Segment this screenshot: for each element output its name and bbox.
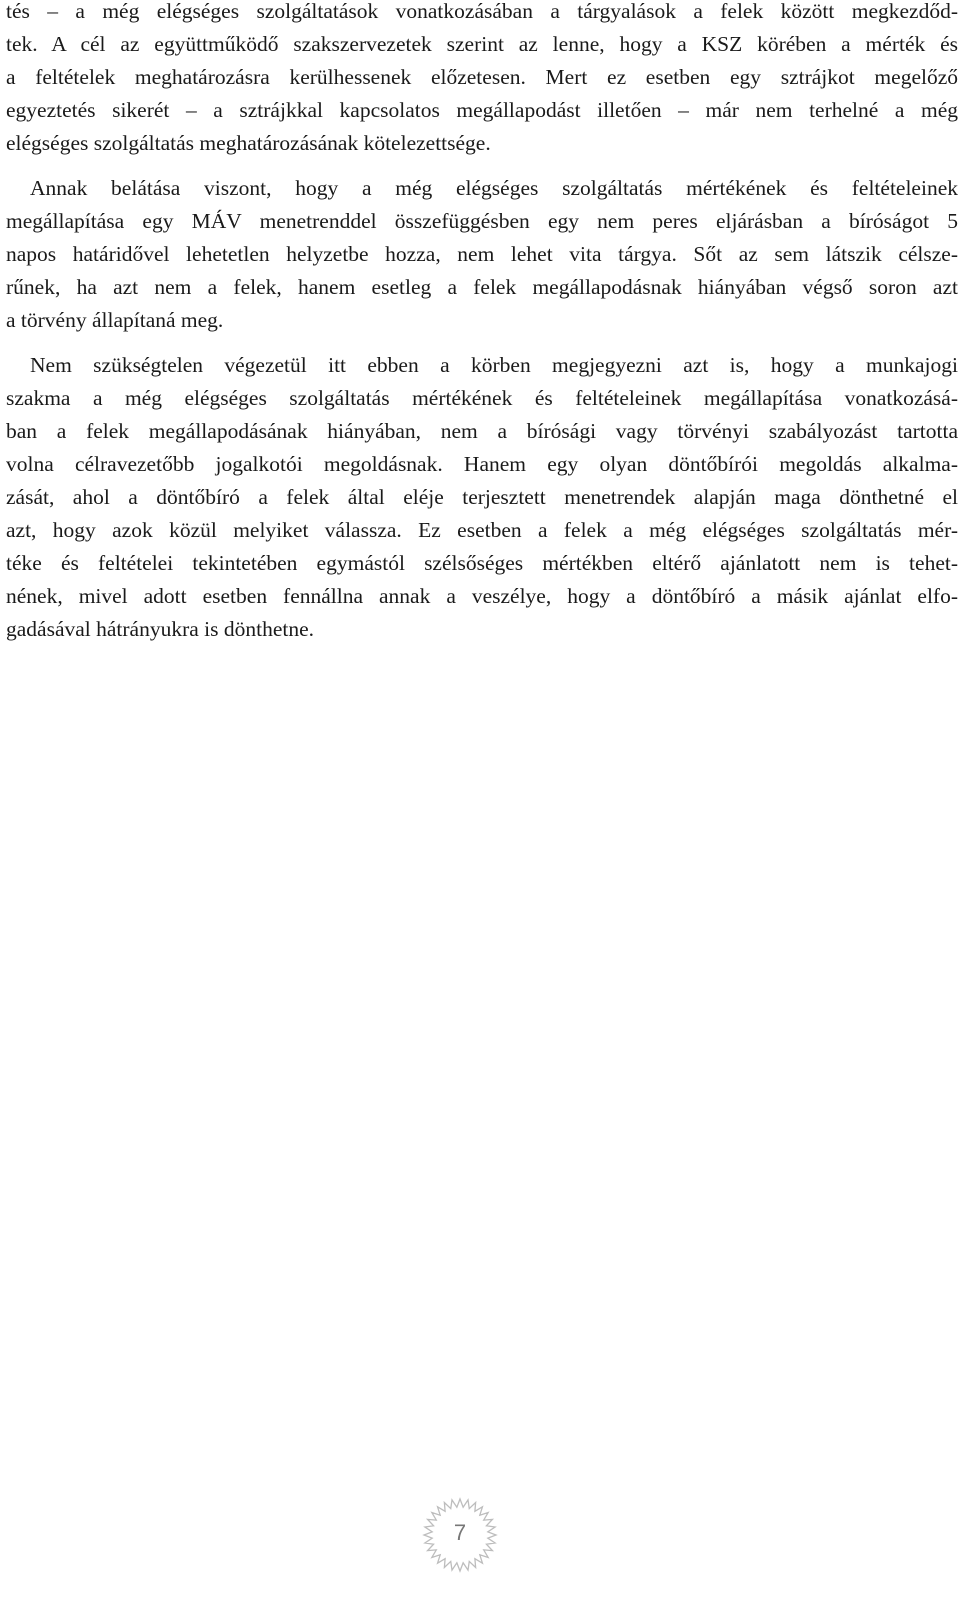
text-line: napos határidővel lehetetlen helyzetbe hozza, nem lehet vita tárgya. Sőt az sem látszik célsze- <box>6 242 958 266</box>
paragraph-3 <box>6 349 958 646</box>
text-line: gadásával hátrányukra is dönthetne. <box>6 617 315 641</box>
text-line: a feltételek meghatározásra kerülhessenek előzetesen. Mert ez esetben egy sztrájkot megelőző <box>6 65 958 89</box>
text-line: egyeztetés sikerét – a sztrájkkal kapcsolatos megállapodást illetően – már nem terhelné a még <box>6 98 958 122</box>
text-line: szakma a még elégséges szolgáltatás mértékének és feltételeinek megállapítása vonatkozásá- <box>6 386 958 410</box>
text-line: téke és feltételei tekintetében egymástól szélsőséges mértékben eltérő ajánlatott nem is tehet- <box>6 551 958 575</box>
text-line: azt, hogy azok közül melyiket válassza. Ez esetben a felek a még elégséges szolgáltatás mér- <box>6 518 958 542</box>
text-line: tés – a még elégséges szolgáltatások vonatkozásában a tárgyalások a felek között megkezdőd- <box>6 0 958 23</box>
text-line: a törvény állapítaná meg. <box>6 308 224 332</box>
text-line: volna célravezetőbb jogalkotói megoldásnak. Hanem egy olyan döntőbírói megoldás alkalma- <box>6 452 958 476</box>
text-line: zását, ahol a döntőbíró a felek által eléje terjesztett menetrendek alapján maga dönthetné el <box>6 485 958 509</box>
text-line: elégséges szolgáltatás meghatározásának kötelezettsége. <box>6 131 491 155</box>
page-footer <box>0 1480 960 1590</box>
paragraph-2 <box>6 172 958 337</box>
text-line: tek. A cél az együttműködő szakszervezetek szerint az lenne, hogy a KSZ körében a mérték és <box>6 32 958 56</box>
text-line: Annak belátása viszont, hogy a még elégséges szolgáltatás mértékének és feltételeinek <box>30 176 958 200</box>
paragraph-1 <box>6 0 958 160</box>
page-number-badge <box>410 1490 510 1580</box>
page-number: 7 <box>453 1520 467 1545</box>
document-page <box>6 0 958 646</box>
text-line: nének, mivel adott esetben fennállna annak a veszélye, hogy a döntőbíró a másik ajánlat elfo- <box>6 584 958 608</box>
text-line: Nem szükségtelen végezetül itt ebben a körben megjegyezni azt is, hogy a munkajogi <box>30 353 958 377</box>
text-line: megállapítása egy MÁV menetrenddel összefüggésben egy nem peres eljárásban a bíróságot 5 <box>6 209 958 233</box>
text-line: rűnek, ha azt nem a felek, hanem esetleg a felek megállapodásnak hiányában végső soron azt <box>6 275 958 299</box>
text-line: ban a felek megállapodásának hiányában, nem a bírósági vagy törvényi szabályozást tartotta <box>6 419 958 443</box>
